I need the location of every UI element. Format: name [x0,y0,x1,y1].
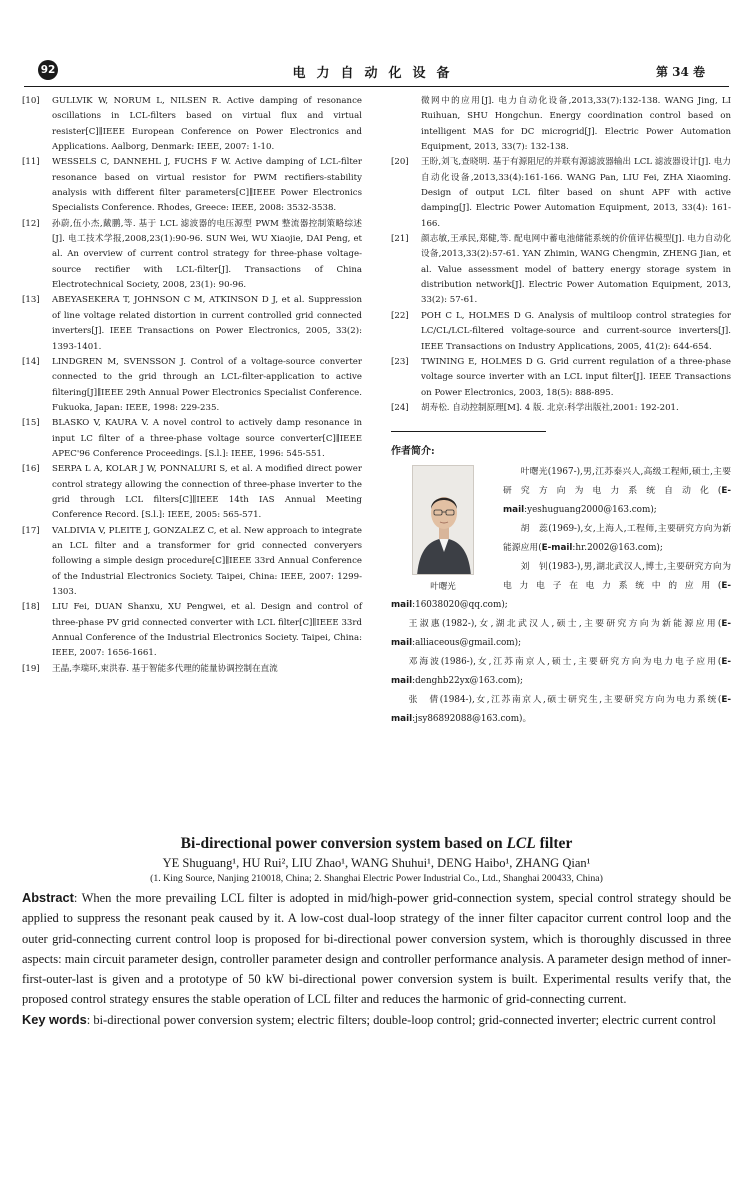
reference-item [22,217,362,294]
reference-text: VALDIVIA V, PLEITE J, GONZALEZ C, et al. New approach to integrate an LCL filter and a transformer for grid connected converyers following a simple design procedure[C]∥IEEE 33rd Annual Conference of the Industrial Electronics Society. Taipei, China: IEEE, 2007: 1299-1303. [52,525,362,597]
english-title-emphasis: LCL [506,835,536,852]
reference-item [22,293,362,354]
author-bio-entry [391,653,731,691]
reference-number: [16] [22,464,40,475]
reference-item [391,355,731,401]
reference-text: 王盼,刘飞,查晓明. 基于有源阻尼的并联有源滤波器输出 LCL 滤波器设计[J]. 电力自动化设备,2013,33(4):161-166. WANG Pan, LIU Fei, ZHA Xiaoming. Design of output LCL filter based on shunt APF with active damping[J]. Electric Power Automation Equipment, 2013, 33(4): 161-166. [421,157,731,229]
author-bio-end: ); [514,638,522,649]
references-left-column [22,94,362,677]
author-bio-end: ); [650,505,657,516]
reference-item [391,94,731,155]
references-right-column [391,94,731,729]
author-email: :jsy86892088@163.com [412,714,520,725]
reference-text: BLASKO V, KAURA V. A novel control to actively damp resonance in input LC filter of a three-phase voltage source converter[C]∥IEEE APEC'96 Conference Proceedings. [S.l.]: IEEE, 1996: 545-551. [52,418,362,459]
reference-text: LIU Fei, DUAN Shanxu, XU Pengwei, et al. Design and control of three-phase PV grid connected converter with LCL filter[C]∥IEEE 33rd Annual Conference of the Industrial Electronics Society. Taipei, China: IEEE, 2007: 1656-1661. [52,602,362,659]
reference-item [22,600,362,661]
english-title-post: filter [535,835,573,852]
reference-number [391,94,421,155]
email-label: E-mail [391,657,731,687]
reference-item [22,524,362,601]
keywords-label: Key words [22,1011,87,1027]
english-keywords [22,1010,731,1030]
email-label: E-mail [391,695,731,725]
author-bio-end: )。 [519,714,532,725]
reference-number: [14] [22,356,40,367]
reference-number: [19] [22,663,40,674]
english-abstract-section [22,835,731,1030]
reference-number: [17] [22,525,40,536]
reference-text: 孙蔚,伍小杰,戴鹏,等. 基于 LCL 滤波器的电压源型 PWM 整流器控制策略综述[J]. 电工技术学报,2008,23(1):90-96. SUN Wei, WU Xiaojie, DAI Peng, et al. An overview of current control strategy for three-phase voltage-source rectifier with LCL-filter[J]. Transactions of China Electrotechnical Society, 2008, 23(1): 90-96. [52,218,362,291]
abstract-label: Abstract [22,890,74,905]
author-email: :16038020@qq.com [412,600,502,611]
reference-number: [22] [391,310,409,321]
reference-text: TWINING E, HOLMES D G. Grid current regulation of a three-phase voltage source inverter with an LCL input filter[J]. IEEE Transactions on Power Electronics, 2003, 18(5): 888-895. [421,356,731,398]
english-abstract [22,888,731,1010]
author-portrait-image [413,466,474,575]
reference-number: [13] [22,295,40,306]
email-label: E-mail [391,581,731,611]
reference-text: POH C L, HOLMES D G. Analysis of multiloop control strategies for LC/CL/LCL-filtered voltage-source and current-source inverters[J]. IEEE Transactions on Industry Applications, 2005, 41(2): 644-654. [421,310,731,352]
email-label: E-mail [503,486,731,516]
author-photo [412,465,474,575]
reference-number: [12] [22,218,40,229]
email-label: E-mail [391,619,731,649]
author-bios-heading: 作者简介: [391,446,435,458]
reference-item [391,232,731,309]
reference-text: WESSELS C, DANNEHL J, FUCHS F W. Active damping of LCL-filter resonance based on virtual resistor for PWM rectifiers-stability analysis with different filter parameters[C]∥IEEE Power Electronics Specialists Conference. Rhodes, Greece: IEEE, 2008: 3532-3538. [52,157,362,214]
author-bio-text: 邓海波(1986-),女,江苏南京人,硕士,主要研究方向为电力电子应用( [408,657,722,668]
reference-item [22,355,362,416]
reference-text: ABEYASEKERA T, JOHNSON C M, ATKINSON D J, et al. Suppression of line voltage related distortion in current controlled grid connected inverters[J]. IEEE Transactions on Power Electronics, 2005, 33(2): 1393-1401. [52,295,362,352]
author-email: :yeshuguang2000@163.com [524,505,651,516]
section-divider [391,431,546,432]
page-header [24,60,729,82]
reference-text: GULLVIK W, NORUM L, NILSEN R. Active damping of resonance oscillations in LCL-filters based on virtual flux and virtual resister[C]∥IEEE European Conference on Power Electronics and Applications. Aalborg, Denmark: IEEE, 2007: 1-10. [52,96,362,153]
reference-number: [18] [22,602,40,613]
email-label: E-mail [541,543,573,554]
reference-text: SERPA L A, KOLAR J W, PONNALURI S, et al. A modified direct power control strategy allowing the connection of three-phase inverter to the grid through LCL filters[C]∥IEEE 14th IAS Annual Meeting Conference Record. [S.l.]: IEEE, 2005: 565-571. [52,464,362,521]
reference-number: [11] [22,157,40,168]
reference-item [391,309,731,355]
author-photo-frame [391,465,495,595]
reference-item [22,662,362,677]
reference-number: [21] [391,234,409,245]
reference-item [22,462,362,523]
author-email: :alliaceous@gmail.com [412,638,515,649]
author-bio-end: ); [501,600,508,611]
reference-item [22,416,362,462]
author-bio-text: 叶曙光(1967-),男,江苏泰兴人,高级工程师,硕士,主要研究方向为电力系统自动化( [503,467,731,497]
header-divider [24,86,729,87]
reference-number: [15] [22,418,40,429]
journal-name: 电力自动化设备 [292,66,461,81]
reference-number: [20] [391,157,409,168]
reference-item [391,401,731,416]
abstract-text: : When the more prevailing LCL filter is adopted in mid/high-power grid-connection system, special control strategy should be applied to suppress the resonant peak caused by it. A low-cost dual-loop strategy of the inner filter capacitor current control loop and the outer grid-connecting current control loop is proposed for bi-directional power conversion system, which is thoroughly discussed in three aspects: main circuit parameter design, controller parameter design and controller performance analysis. A parameter design method of inner-first-outer-last is given and a prototype of 50 kW bi-directional power conversion system is built. Experimental results verify that, the proposed control strategy ensures the stable operation of LCL filter and reduces the harmonic of grid-connecting current. [22,891,731,1007]
volume-label: 第 34 卷 [655,65,705,79]
author-email: :denghb22yx@163.com [412,676,517,687]
reference-text: LINDGREN M, SVENSSON J. Control of a voltage-source converter connected to the grid through an LCL-filter-application to active filtering[J]∥IEEE 29th Annual Power Electronics Specialist Conference. Fukuoka, Japan: IEEE, 1998: 229-235. [52,356,362,413]
author-bio-text: 胡 蕊(1969-),女,上海人,工程师,主要研究方向为新能源应用( [503,524,731,554]
author-bio-end: ); [656,543,663,554]
page-number-badge: 92 [38,60,58,80]
author-photo-caption: 叶曙光 [430,582,456,593]
author-bio-end: ); [516,676,524,687]
reference-number: [10] [22,96,40,106]
reference-number: [23] [391,356,409,367]
reference-number: [24] [391,402,409,413]
author-bio-entry [391,615,731,653]
author-bios [391,463,731,729]
reference-text: 颜志敏,王承民,郑健,等. 配电网中蓄电池储能系统的价值评估模型[J]. 电力自动化设备,2013,33(2):57-61. YAN Zhimin, WANG Chengmin, ZHENG Jian, et al. Value assessment model of battery energy storage system in distribution network[J]. Electric Power Automation Equipment, 2013, 33(2): 57-61. [421,234,731,306]
reference-item [391,155,731,232]
reference-text: 王晶,李瑞环,束洪春. 基于智能多代理的能量协调控制在直流 [52,663,278,674]
reference-text: 胡寿松. 自动控制原理[M]. 4 版. 北京:科学出版社,2001: 192-201. [421,402,679,413]
author-email: :hr.2002@163.com [572,543,657,554]
author-bio-text: 王淑惠(1982-),女,湖北武汉人,硕士,主要研究方向为新能源应用( [408,619,722,630]
author-bio-text: 张 倩(1984-),女,江苏南京人,硕士研究生,主要研究方向为电力系统( [408,695,722,706]
reference-text: 微网中的应用[J]. 电力自动化设备,2013,33(7):132-138. WANG Jing, LI Ruihuan, SHU Hongchun. Energy coordination control based on intelligent MAS for DC microgrid[J]. Electric Power Automation Equipment, 2013, 33(7): 132-138. [421,96,731,153]
author-bio-text: 刘 钊(1983-),男,湖北武汉人,博士,主要研究方向为电力电子在电力系统中的应用( [503,562,731,592]
reference-item [22,155,362,216]
english-authors: YE Shuguang¹, HU Rui², LIU Zhao¹, WANG Shuhui¹, DENG Haibo¹, ZHANG Qian¹ [162,856,591,870]
english-title-pre: Bi-directional power conversion system based on [180,835,507,852]
reference-item [22,94,362,155]
english-affiliation: (1. King Source, Nanjing 210018, China; 2. Shanghai Electric Power Industrial Co., Ltd., Shanghai 200433, China) [150,873,603,884]
english-title [22,835,731,853]
author-bio-entry [391,691,731,729]
keywords-text: : bi-directional power conversion system; electric filters; double-loop control; grid-connected inverter; electric current control [86,1012,716,1027]
